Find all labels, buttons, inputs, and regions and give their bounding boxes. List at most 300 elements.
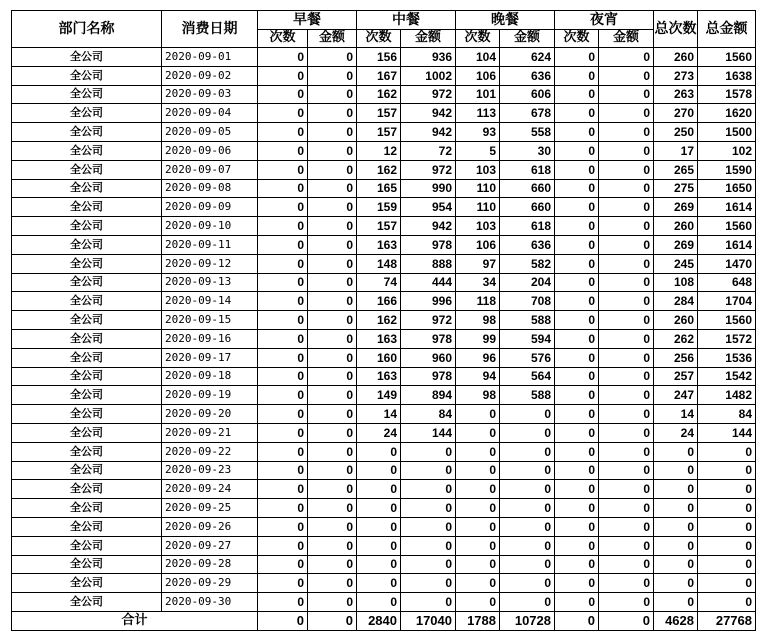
cell-date: 2020-09-17: [162, 348, 258, 367]
header-total-amount: 总金额: [698, 11, 756, 48]
cell-supper-count: 0: [555, 85, 599, 104]
cell-lunch-count: 160: [357, 348, 401, 367]
table-row: [12, 85, 756, 104]
cell-lunch-amount: 972: [401, 85, 456, 104]
cell-total-count: 269: [654, 198, 698, 217]
cell-date: 2020-09-26: [162, 517, 258, 536]
table-body: [12, 48, 756, 612]
cell-breakfast-amount: 0: [308, 235, 357, 254]
cell-dept: 全公司: [12, 85, 162, 104]
cell-breakfast-amount: 0: [308, 292, 357, 311]
cell-supper-amount: 0: [599, 499, 654, 518]
cell-supper-amount: 0: [599, 480, 654, 499]
cell-dinner-amount: 30: [500, 141, 555, 160]
cell-date: 2020-09-15: [162, 311, 258, 330]
cell-dinner-amount: 0: [500, 536, 555, 555]
cell-dept: 全公司: [12, 367, 162, 386]
cell-dinner-count: 118: [456, 292, 500, 311]
header-dinner: 晚餐: [456, 11, 555, 30]
cell-breakfast-count: 0: [258, 48, 308, 67]
cell-total-amount: 1536: [698, 348, 756, 367]
total-dinner-count: 1788: [456, 611, 500, 630]
cell-dinner-count: 97: [456, 254, 500, 273]
cell-dinner-count: 103: [456, 217, 500, 236]
table-row: [12, 217, 756, 236]
cell-breakfast-amount: 0: [308, 85, 357, 104]
cell-supper-amount: 0: [599, 461, 654, 480]
table-row: [12, 386, 756, 405]
cell-supper-count: 0: [555, 367, 599, 386]
total-breakfast-count: 0: [258, 611, 308, 630]
cell-dinner-count: 0: [456, 536, 500, 555]
header-dept: 部门名称: [12, 11, 162, 48]
cell-dept: 全公司: [12, 198, 162, 217]
cell-supper-amount: 0: [599, 536, 654, 555]
cell-date: 2020-09-20: [162, 405, 258, 424]
cell-lunch-amount: 978: [401, 329, 456, 348]
total-label: 合计: [12, 611, 258, 630]
cell-breakfast-count: 0: [258, 311, 308, 330]
cell-total-amount: 0: [698, 442, 756, 461]
cell-total-amount: 1704: [698, 292, 756, 311]
cell-total-amount: 0: [698, 499, 756, 518]
header-supper-count: 次数: [555, 29, 599, 48]
cell-supper-count: 0: [555, 593, 599, 612]
cell-dept: 全公司: [12, 536, 162, 555]
table-row: [12, 123, 756, 142]
cell-total-count: 14: [654, 405, 698, 424]
cell-total-amount: 1560: [698, 217, 756, 236]
cell-dinner-amount: 0: [500, 499, 555, 518]
cell-total-amount: 1638: [698, 66, 756, 85]
cell-total-count: 0: [654, 461, 698, 480]
cell-dinner-count: 110: [456, 198, 500, 217]
cell-lunch-count: 163: [357, 235, 401, 254]
cell-supper-amount: 0: [599, 555, 654, 574]
table-row: [12, 273, 756, 292]
cell-supper-amount: 0: [599, 311, 654, 330]
cell-dinner-count: 0: [456, 461, 500, 480]
cell-lunch-amount: 942: [401, 123, 456, 142]
cell-lunch-count: 0: [357, 517, 401, 536]
cell-lunch-amount: 144: [401, 423, 456, 442]
cell-lunch-count: 0: [357, 574, 401, 593]
cell-dinner-count: 0: [456, 442, 500, 461]
cell-breakfast-count: 0: [258, 517, 308, 536]
cell-dinner-amount: 0: [500, 405, 555, 424]
cell-dinner-amount: 708: [500, 292, 555, 311]
cell-supper-amount: 0: [599, 123, 654, 142]
cell-dinner-count: 94: [456, 367, 500, 386]
cell-dinner-count: 110: [456, 179, 500, 198]
cell-total-amount: 0: [698, 574, 756, 593]
cell-dinner-amount: 606: [500, 85, 555, 104]
cell-dept: 全公司: [12, 123, 162, 142]
cell-supper-amount: 0: [599, 104, 654, 123]
cell-lunch-count: 12: [357, 141, 401, 160]
cell-supper-count: 0: [555, 536, 599, 555]
cell-dinner-count: 0: [456, 593, 500, 612]
table-row: [12, 48, 756, 67]
cell-total-amount: 1482: [698, 386, 756, 405]
cell-supper-count: 0: [555, 160, 599, 179]
cell-total-count: 250: [654, 123, 698, 142]
cell-date: 2020-09-18: [162, 367, 258, 386]
cell-breakfast-count: 0: [258, 442, 308, 461]
cell-date: 2020-09-11: [162, 235, 258, 254]
cell-date: 2020-09-29: [162, 574, 258, 593]
cell-supper-amount: 0: [599, 348, 654, 367]
table-row: [12, 198, 756, 217]
cell-dinner-count: 0: [456, 555, 500, 574]
cell-supper-amount: 0: [599, 198, 654, 217]
cell-dinner-count: 104: [456, 48, 500, 67]
cell-date: 2020-09-02: [162, 66, 258, 85]
table-row: [12, 254, 756, 273]
cell-breakfast-count: 0: [258, 574, 308, 593]
cell-lunch-count: 0: [357, 593, 401, 612]
cell-lunch-amount: 0: [401, 593, 456, 612]
cell-supper-amount: 0: [599, 405, 654, 424]
cell-dept: 全公司: [12, 273, 162, 292]
cell-breakfast-amount: 0: [308, 386, 357, 405]
total-supper-count: 0: [555, 611, 599, 630]
cell-dinner-count: 103: [456, 160, 500, 179]
total-lunch-count: 2840: [357, 611, 401, 630]
cell-dinner-amount: 588: [500, 386, 555, 405]
cell-total-count: 284: [654, 292, 698, 311]
cell-supper-count: 0: [555, 198, 599, 217]
cell-breakfast-count: 0: [258, 66, 308, 85]
cell-date: 2020-09-04: [162, 104, 258, 123]
cell-breakfast-count: 0: [258, 480, 308, 499]
header-breakfast: 早餐: [258, 11, 357, 30]
cell-breakfast-count: 0: [258, 179, 308, 198]
cell-supper-count: 0: [555, 123, 599, 142]
cell-breakfast-amount: 0: [308, 179, 357, 198]
cell-dinner-count: 113: [456, 104, 500, 123]
cell-total-count: 263: [654, 85, 698, 104]
cell-total-count: 108: [654, 273, 698, 292]
header-supper: 夜宵: [555, 11, 654, 30]
cell-dinner-count: 0: [456, 480, 500, 499]
cell-dept: 全公司: [12, 461, 162, 480]
cell-lunch-count: 157: [357, 104, 401, 123]
table-row: [12, 593, 756, 612]
cell-dinner-amount: 204: [500, 273, 555, 292]
cell-supper-amount: 0: [599, 367, 654, 386]
cell-supper-amount: 0: [599, 85, 654, 104]
cell-date: 2020-09-06: [162, 141, 258, 160]
cell-lunch-count: 162: [357, 160, 401, 179]
cell-date: 2020-09-09: [162, 198, 258, 217]
cell-supper-amount: 0: [599, 48, 654, 67]
cell-date: 2020-09-28: [162, 555, 258, 574]
cell-date: 2020-09-19: [162, 386, 258, 405]
cell-breakfast-amount: 0: [308, 536, 357, 555]
cell-total-amount: 1620: [698, 104, 756, 123]
cell-dept: 全公司: [12, 141, 162, 160]
cell-dinner-amount: 588: [500, 311, 555, 330]
cell-date: 2020-09-22: [162, 442, 258, 461]
cell-dinner-amount: 660: [500, 179, 555, 198]
cell-breakfast-amount: 0: [308, 104, 357, 123]
cell-date: 2020-09-13: [162, 273, 258, 292]
cell-lunch-count: 159: [357, 198, 401, 217]
cell-lunch-amount: 72: [401, 141, 456, 160]
cell-supper-amount: 0: [599, 292, 654, 311]
cell-dinner-amount: 618: [500, 217, 555, 236]
cell-total-count: 17: [654, 141, 698, 160]
cell-dept: 全公司: [12, 66, 162, 85]
cell-total-count: 270: [654, 104, 698, 123]
cell-dept: 全公司: [12, 593, 162, 612]
cell-lunch-amount: 0: [401, 499, 456, 518]
cell-breakfast-count: 0: [258, 555, 308, 574]
cell-breakfast-amount: 0: [308, 66, 357, 85]
cell-lunch-amount: 0: [401, 442, 456, 461]
cell-breakfast-count: 0: [258, 348, 308, 367]
cell-dept: 全公司: [12, 254, 162, 273]
cell-date: 2020-09-12: [162, 254, 258, 273]
cell-date: 2020-09-16: [162, 329, 258, 348]
table-row: [12, 367, 756, 386]
cell-breakfast-amount: 0: [308, 160, 357, 179]
cell-lunch-amount: 0: [401, 536, 456, 555]
cell-breakfast-amount: 0: [308, 273, 357, 292]
cell-dept: 全公司: [12, 235, 162, 254]
cell-lunch-amount: 978: [401, 235, 456, 254]
cell-dinner-amount: 558: [500, 123, 555, 142]
cell-total-count: 256: [654, 348, 698, 367]
cell-dinner-amount: 0: [500, 574, 555, 593]
table-footer: [12, 611, 756, 630]
cell-lunch-amount: 972: [401, 311, 456, 330]
cell-total-amount: 1650: [698, 179, 756, 198]
cell-dinner-count: 106: [456, 235, 500, 254]
cell-breakfast-count: 0: [258, 292, 308, 311]
table-row: [12, 141, 756, 160]
cell-total-amount: 1500: [698, 123, 756, 142]
table-row: [12, 480, 756, 499]
cell-dinner-amount: 0: [500, 593, 555, 612]
cell-dinner-count: 0: [456, 423, 500, 442]
cell-breakfast-amount: 0: [308, 480, 357, 499]
cell-total-count: 273: [654, 66, 698, 85]
cell-supper-amount: 0: [599, 593, 654, 612]
cell-total-count: 0: [654, 574, 698, 593]
cell-dept: 全公司: [12, 292, 162, 311]
cell-breakfast-amount: 0: [308, 367, 357, 386]
cell-total-amount: 144: [698, 423, 756, 442]
cell-lunch-count: 165: [357, 179, 401, 198]
table-row: [12, 555, 756, 574]
cell-dinner-amount: 678: [500, 104, 555, 123]
cell-total-count: 0: [654, 480, 698, 499]
cell-lunch-amount: 0: [401, 480, 456, 499]
cell-dept: 全公司: [12, 574, 162, 593]
cell-dinner-count: 0: [456, 499, 500, 518]
cell-total-amount: 1470: [698, 254, 756, 273]
cell-total-amount: 1542: [698, 367, 756, 386]
cell-breakfast-amount: 0: [308, 198, 357, 217]
cell-dept: 全公司: [12, 405, 162, 424]
cell-lunch-amount: 84: [401, 405, 456, 424]
cell-date: 2020-09-05: [162, 123, 258, 142]
cell-dept: 全公司: [12, 348, 162, 367]
cell-dept: 全公司: [12, 179, 162, 198]
cell-dinner-amount: 660: [500, 198, 555, 217]
cell-lunch-amount: 954: [401, 198, 456, 217]
table-row: [12, 442, 756, 461]
table-header: [12, 11, 756, 48]
cell-total-count: 0: [654, 593, 698, 612]
cell-dept: 全公司: [12, 386, 162, 405]
cell-dinner-count: 98: [456, 311, 500, 330]
cell-total-count: 24: [654, 423, 698, 442]
cell-breakfast-amount: 0: [308, 217, 357, 236]
cell-lunch-amount: 0: [401, 555, 456, 574]
cell-total-amount: 1590: [698, 160, 756, 179]
cell-supper-amount: 0: [599, 517, 654, 536]
cell-total-amount: 0: [698, 536, 756, 555]
cell-dinner-count: 0: [456, 574, 500, 593]
cell-date: 2020-09-27: [162, 536, 258, 555]
cell-total-count: 0: [654, 442, 698, 461]
cell-total-amount: 1560: [698, 311, 756, 330]
cell-supper-count: 0: [555, 48, 599, 67]
cell-total-count: 245: [654, 254, 698, 273]
cell-lunch-amount: 960: [401, 348, 456, 367]
cell-supper-count: 0: [555, 235, 599, 254]
cell-date: 2020-09-14: [162, 292, 258, 311]
cell-breakfast-count: 0: [258, 367, 308, 386]
cell-dinner-count: 34: [456, 273, 500, 292]
cell-supper-amount: 0: [599, 160, 654, 179]
header-breakfast-count: 次数: [258, 29, 308, 48]
cell-breakfast-count: 0: [258, 536, 308, 555]
cell-supper-amount: 0: [599, 386, 654, 405]
cell-lunch-count: 0: [357, 536, 401, 555]
cell-lunch-count: 163: [357, 367, 401, 386]
cell-lunch-amount: 0: [401, 574, 456, 593]
header-supper-amount: 金额: [599, 29, 654, 48]
cell-total-count: 257: [654, 367, 698, 386]
cell-dinner-amount: 0: [500, 517, 555, 536]
cell-lunch-count: 14: [357, 405, 401, 424]
cell-dinner-amount: 582: [500, 254, 555, 273]
table-row: [12, 423, 756, 442]
cell-breakfast-count: 0: [258, 104, 308, 123]
table-row: [12, 160, 756, 179]
cell-dinner-count: 101: [456, 85, 500, 104]
cell-total-count: 260: [654, 311, 698, 330]
cell-total-count: 275: [654, 179, 698, 198]
cell-breakfast-amount: 0: [308, 141, 357, 160]
cell-breakfast-count: 0: [258, 235, 308, 254]
cell-dept: 全公司: [12, 480, 162, 499]
table-row: [12, 574, 756, 593]
cell-lunch-amount: 942: [401, 217, 456, 236]
cell-lunch-count: 74: [357, 273, 401, 292]
cell-supper-amount: 0: [599, 66, 654, 85]
cell-dept: 全公司: [12, 311, 162, 330]
cell-date: 2020-09-10: [162, 217, 258, 236]
cell-dept: 全公司: [12, 160, 162, 179]
cell-lunch-count: 0: [357, 555, 401, 574]
cell-total-count: 262: [654, 329, 698, 348]
cell-supper-count: 0: [555, 517, 599, 536]
cell-supper-count: 0: [555, 461, 599, 480]
cell-supper-count: 0: [555, 329, 599, 348]
cell-breakfast-count: 0: [258, 273, 308, 292]
cell-lunch-count: 148: [357, 254, 401, 273]
cell-date: 2020-09-01: [162, 48, 258, 67]
cell-date: 2020-09-21: [162, 423, 258, 442]
cell-date: 2020-09-23: [162, 461, 258, 480]
cell-total-count: 0: [654, 536, 698, 555]
cell-breakfast-amount: 0: [308, 311, 357, 330]
cell-total-amount: 0: [698, 593, 756, 612]
cell-lunch-count: 157: [357, 217, 401, 236]
cell-total-count: 269: [654, 235, 698, 254]
cell-lunch-amount: 888: [401, 254, 456, 273]
cell-supper-count: 0: [555, 480, 599, 499]
table-row: [12, 311, 756, 330]
cell-dinner-count: 0: [456, 517, 500, 536]
cell-breakfast-amount: 0: [308, 499, 357, 518]
header-breakfast-amount: 金额: [308, 29, 357, 48]
cell-total-amount: 84: [698, 405, 756, 424]
header-lunch-amount: 金额: [401, 29, 456, 48]
cell-lunch-count: 157: [357, 123, 401, 142]
cell-total-count: 247: [654, 386, 698, 405]
cell-total-amount: 0: [698, 555, 756, 574]
cell-dinner-count: 5: [456, 141, 500, 160]
total-supper-amount: 0: [599, 611, 654, 630]
cell-supper-count: 0: [555, 555, 599, 574]
cell-dinner-count: 98: [456, 386, 500, 405]
total-breakfast-amount: 0: [308, 611, 357, 630]
cell-breakfast-amount: 0: [308, 555, 357, 574]
cell-supper-amount: 0: [599, 574, 654, 593]
cell-breakfast-count: 0: [258, 217, 308, 236]
table-row: [12, 235, 756, 254]
cell-supper-count: 0: [555, 499, 599, 518]
cell-total-amount: 1572: [698, 329, 756, 348]
meal-consumption-table: [11, 10, 756, 631]
cell-total-amount: 0: [698, 461, 756, 480]
cell-date: 2020-09-03: [162, 85, 258, 104]
cell-breakfast-amount: 0: [308, 593, 357, 612]
table-row: [12, 405, 756, 424]
cell-lunch-amount: 978: [401, 367, 456, 386]
table-row: [12, 348, 756, 367]
cell-lunch-amount: 444: [401, 273, 456, 292]
cell-date: 2020-09-30: [162, 593, 258, 612]
cell-supper-amount: 0: [599, 273, 654, 292]
cell-lunch-count: 162: [357, 85, 401, 104]
cell-supper-count: 0: [555, 292, 599, 311]
cell-dinner-amount: 0: [500, 461, 555, 480]
cell-dept: 全公司: [12, 423, 162, 442]
cell-dinner-amount: 576: [500, 348, 555, 367]
cell-breakfast-amount: 0: [308, 423, 357, 442]
cell-total-count: 0: [654, 517, 698, 536]
cell-breakfast-count: 0: [258, 85, 308, 104]
cell-lunch-amount: 0: [401, 517, 456, 536]
cell-dinner-amount: 618: [500, 160, 555, 179]
